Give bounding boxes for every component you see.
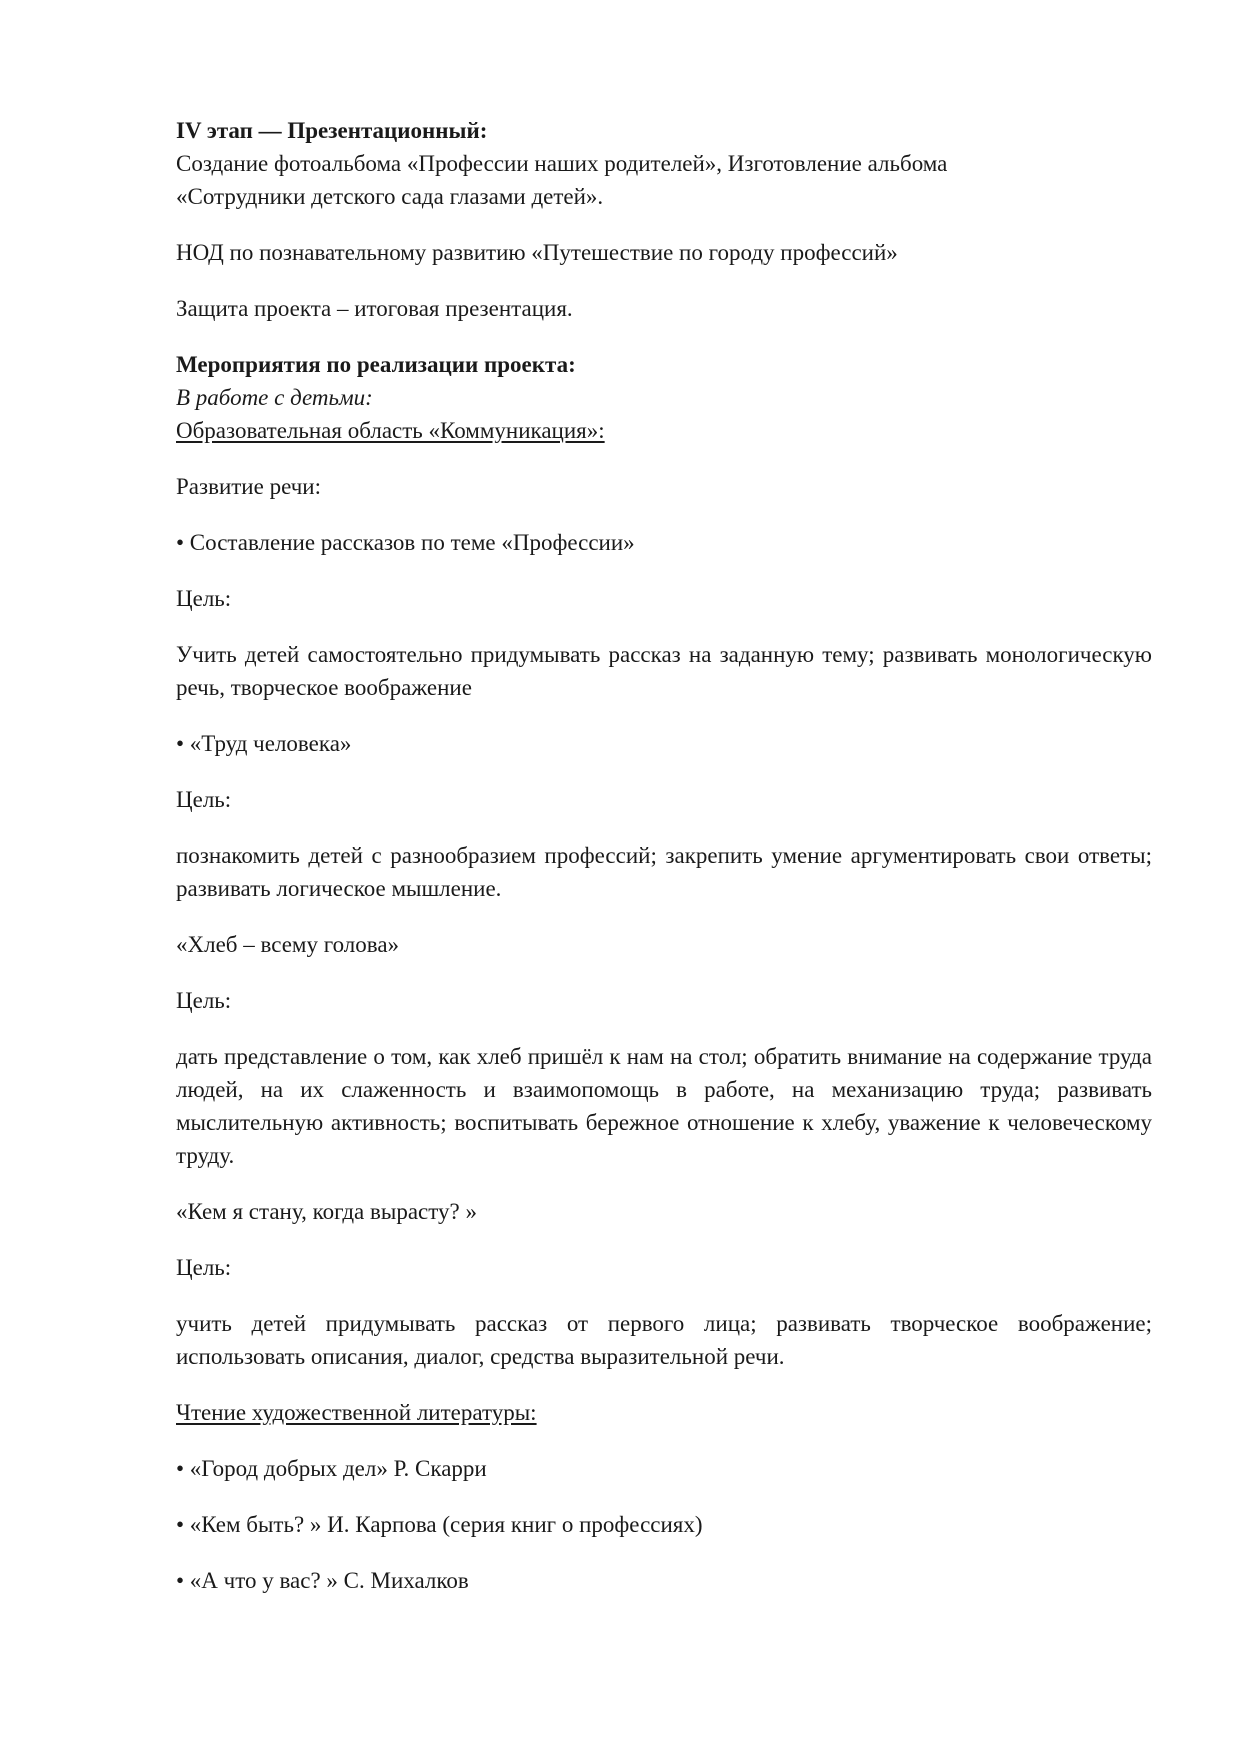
reading-item: • «Город добрых дел» Р. Скарри [176, 1456, 487, 1481]
activities-heading: Мероприятия по реализации проекта: [176, 352, 576, 377]
goal-text: учить детей придумывать рассказ от первого лица; развивать творческое воображение; использовать описания, диалог, средства выразительной речи. [176, 1311, 1152, 1369]
with-children-subheading: В работе с детьми: [176, 385, 373, 410]
speech-item-title: • «Труд человека» [176, 731, 352, 756]
speech-item-title: • Составление рассказов по теме «Профессии» [176, 530, 635, 555]
nod-paragraph: НОД по познавательному развитию «Путешествие по городу профессий» [176, 240, 898, 265]
goal-text: дать представление о том, как хлеб пришёл к нам на стол; обратить внимание на содержание труда людей, на их слаженность и взаимопомощь в работе, на механизацию труда; развивать мыслительную активность; воспитывать бережное отношение к хлебу, уважение к человеческому труду. [176, 1044, 1152, 1168]
stage-line-2: «Сотрудники детского сада глазами детей». [176, 184, 604, 209]
speech-title: Развитие речи: [176, 474, 321, 499]
goal-label: Цель: [176, 988, 232, 1013]
defense-paragraph: Защита проекта – итоговая презентация. [176, 296, 573, 321]
reading-item: • «Кем быть? » И. Карпова (серия книг о профессиях) [176, 1512, 703, 1537]
area-subheading: Образовательная область «Коммуникация»: [176, 418, 605, 443]
stage-heading: IV этап — Презентационный: [176, 118, 488, 143]
goal-text: Учить детей самостоятельно придумывать рассказ на заданную тему; развивать монологическую речь, творческое воображение [176, 642, 1152, 700]
reading-title: Чтение художественной литературы: [176, 1400, 537, 1425]
reading-item: • «А что у вас? » С. Михалков [176, 1568, 469, 1593]
goal-text: познакомить детей с разнообразием профессий; закрепить умение аргументировать свои ответы; развивать логическое мышление. [176, 843, 1152, 901]
stage-line-1: Создание фотоальбома «Профессии наших родителей», Изготовление альбома [176, 151, 948, 176]
goal-label: Цель: [176, 1255, 232, 1280]
goal-label: Цель: [176, 586, 232, 611]
document-page [176, 114, 1152, 1597]
speech-item-title: «Кем я стану, когда вырасту? » [176, 1199, 477, 1224]
speech-item-title: «Хлеб – всему голова» [176, 932, 400, 957]
goal-label: Цель: [176, 787, 232, 812]
